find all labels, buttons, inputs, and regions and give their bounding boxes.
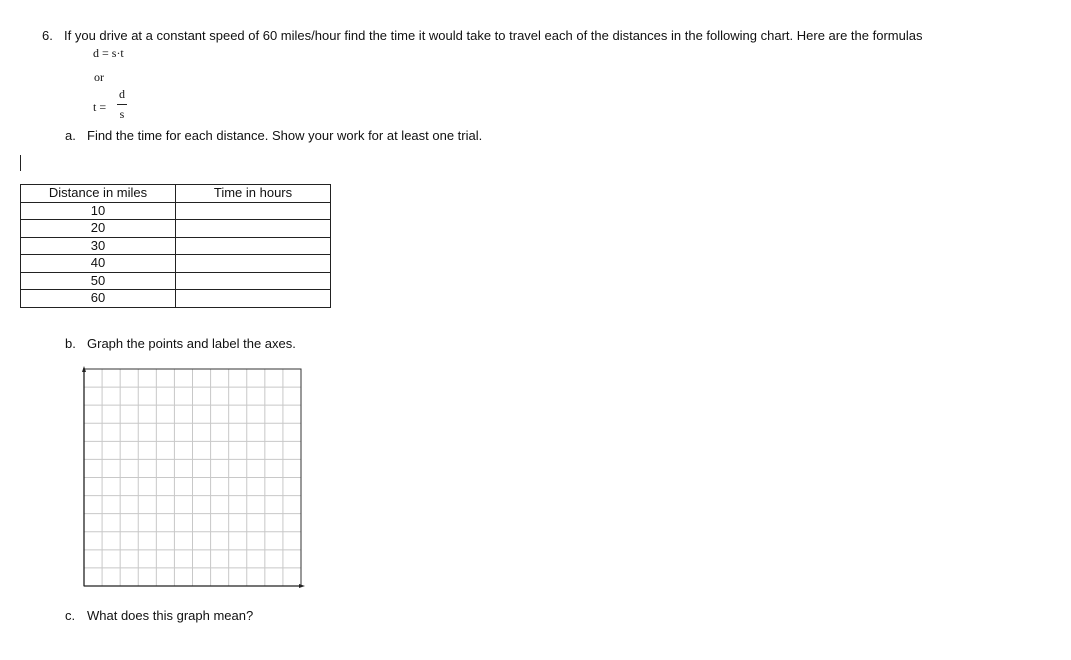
part-c-text: What does this graph mean? [87,608,254,623]
time-cell[interactable] [176,290,331,308]
table-row [21,237,331,255]
table-row [21,272,331,290]
part-b [65,336,296,351]
part-b-text: Graph the points and label the axes. [87,336,296,351]
formula-or: or [94,70,104,84]
part-a [65,128,482,143]
part-b-letter: b. [65,336,76,351]
header-time: Time in hours [176,185,331,203]
distance-cell: 10 [21,202,176,220]
fraction-denominator: s [119,107,125,121]
fraction-numerator: d [119,87,125,101]
fraction-bar [117,104,127,105]
time-cell[interactable] [176,237,331,255]
distance-cell: 50 [21,272,176,290]
part-a-text: Find the time for each distance. Show your work for at least one trial. [87,128,483,143]
distance-time-table [20,184,331,308]
distance-cell: 20 [21,220,176,238]
formula-distance: d = s·t [93,46,124,60]
time-cell[interactable] [176,202,331,220]
part-c-letter: c. [65,608,76,623]
table-row [21,290,331,308]
formula-time-lhs: t = [93,100,107,114]
header-distance: Distance in miles [21,185,176,203]
time-cell[interactable] [176,272,331,290]
text-cursor [20,155,21,171]
question-text: If you drive at a constant speed of 60 miles/hour find the time it would take to travel each of the distances in the following chart. Here are the formulas [64,28,923,43]
table-row [21,220,331,238]
table-row [21,202,331,220]
distance-cell: 40 [21,255,176,273]
formula-time-fraction [117,88,127,120]
table-row [21,255,331,273]
time-cell[interactable] [176,255,331,273]
distance-cell: 60 [21,290,176,308]
question-number: 6. [42,28,53,43]
table-header-row [21,185,331,203]
part-a-letter: a. [65,128,76,143]
question-6 [42,28,922,43]
distance-cell: 30 [21,237,176,255]
grid-lines [84,369,301,586]
blank-graph-grid[interactable] [78,364,308,594]
x-axis-arrow-icon [299,584,305,588]
time-cell[interactable] [176,220,331,238]
part-c [65,608,253,623]
